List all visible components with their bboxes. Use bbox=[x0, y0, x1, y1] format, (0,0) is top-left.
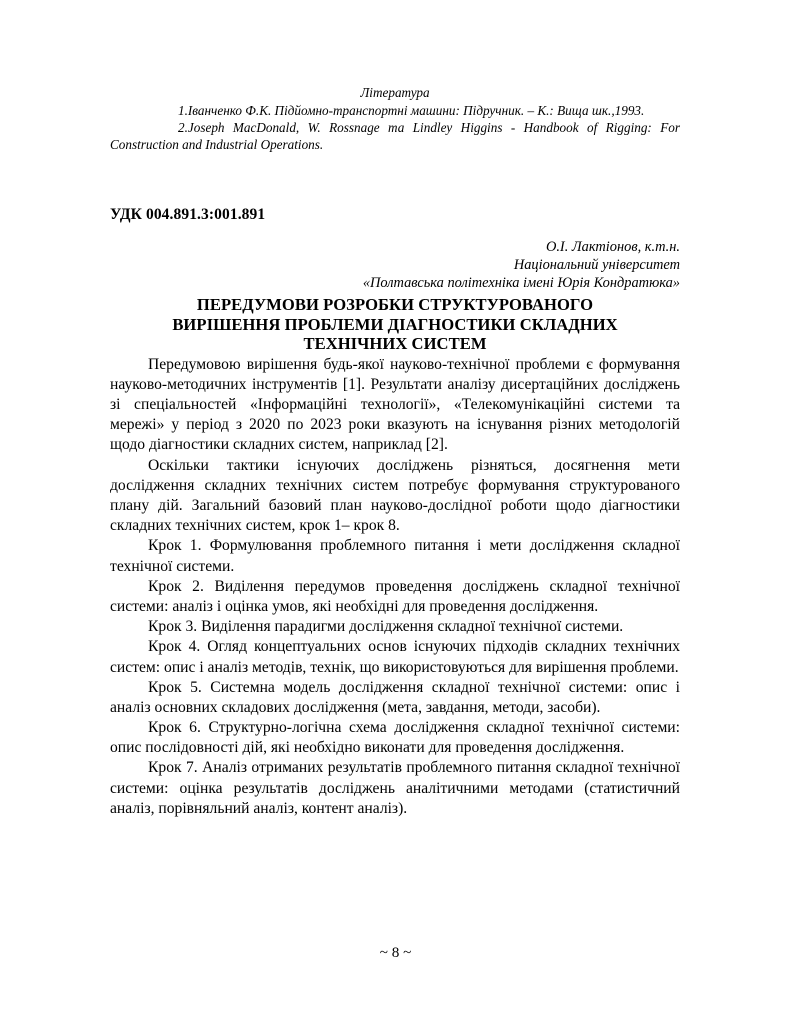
body-paragraph-step-2: Крок 2. Виділення передумов проведення досліджень складної технічної системи: аналіз і оцінка умов, які необхідні для проведення дослідження. bbox=[110, 577, 680, 615]
reference-item bbox=[110, 102, 680, 119]
title-line-3: ТЕХНІЧНИХ СИСТЕМ bbox=[303, 334, 487, 354]
reference-number: 1. bbox=[178, 103, 188, 119]
body-paragraph-step-4: Крок 4. Огляд концептуальних основ існуючих підходів складних технічних систем: опис і аналіз методів, технік, що використовуються для вирішення проблеми. bbox=[110, 638, 680, 676]
title-line-2: ВИРІШЕННЯ ПРОБЛЕМИ ДІАГНОСТИКИ СКЛАДНИХ bbox=[172, 314, 618, 334]
references-heading: Література bbox=[360, 85, 430, 100]
author-name: О.І. Лактіонов, к.т.н. bbox=[545, 238, 680, 255]
body-paragraph-step-5: Крок 5. Системна модель дослідження складної технічної системи: опис і аналіз основних складових дослідження (мета, завдання, методи, засоби). bbox=[110, 678, 680, 716]
title-line-1: ПЕРЕДУМОВИ РОЗРОБКИ СТРУКТУРОВАНОГО bbox=[196, 295, 594, 315]
author-block bbox=[110, 238, 680, 293]
page-content bbox=[110, 84, 680, 819]
page-number-footer: ~ 8 ~ bbox=[379, 944, 412, 961]
body-paragraph-step-1: Крок 1. Формулювання проблемного питання і мети дослідження складної технічної системи. bbox=[110, 537, 680, 575]
article-body bbox=[110, 355, 680, 819]
body-paragraph: Передумовою вирішення будь-якої науково-технічної проблеми є формування науково-методичних інструментів [1]. Результати аналізу дисертаційних досліджень зі спеціальностей «Інформаційні технології», «Телекомунікаційні системи та мережі» у період з 2020 по 2023 роки вказують на існування різних методологій щодо діагностики складних систем, наприклад [2]. bbox=[110, 355, 680, 454]
author-affiliation-line-2: «Полтавська політехніка імені Юрія Кондратюка» bbox=[362, 275, 680, 292]
reference-text: Joseph MacDonald, W. Rossnage та Lindley Higgins - Handbook of Rigging: For Construction and Industrial Operations. bbox=[110, 120, 680, 153]
body-paragraph-step-7: Крок 7. Аналіз отриманих результатів проблемного питання складної технічної системи: оцінка результатів досліджень аналітичними методами (статистичний аналіз, порівняльний аналіз, контент аналіз). bbox=[110, 759, 680, 817]
body-paragraph: Оскільки тактики існуючих досліджень різняться, досягнення мети дослідження складних технічних систем потребує формування структурованого плану дій. Загальний базовий план науково-дослідної роботи щодо діагностики складних технічних систем, крок 1– крок 8. bbox=[110, 456, 680, 535]
spacer bbox=[110, 154, 680, 206]
reference-text: Іванченко Ф.К. Підйомно-транспортні машини: Підручник. – К.: Вища шк.,1993. bbox=[187, 103, 645, 119]
references-section bbox=[110, 84, 680, 154]
reference-item bbox=[110, 119, 680, 153]
page-title bbox=[110, 295, 680, 353]
author-affiliation-line-1: Національний університет bbox=[513, 256, 680, 273]
reference-number: 2. bbox=[178, 120, 188, 136]
body-paragraph-step-6: Крок 6. Структурно-логічна схема дослідження складної технічної системи: опис послідовності дій, які необхідно виконати для проведення дослідження. bbox=[110, 719, 680, 757]
udc-classification: УДК 004.891.3:001.891 bbox=[110, 205, 266, 223]
spacer bbox=[110, 224, 680, 238]
body-paragraph-step-3: Крок 3. Виділення парадигми дослідження складної технічної системи. bbox=[148, 618, 624, 636]
